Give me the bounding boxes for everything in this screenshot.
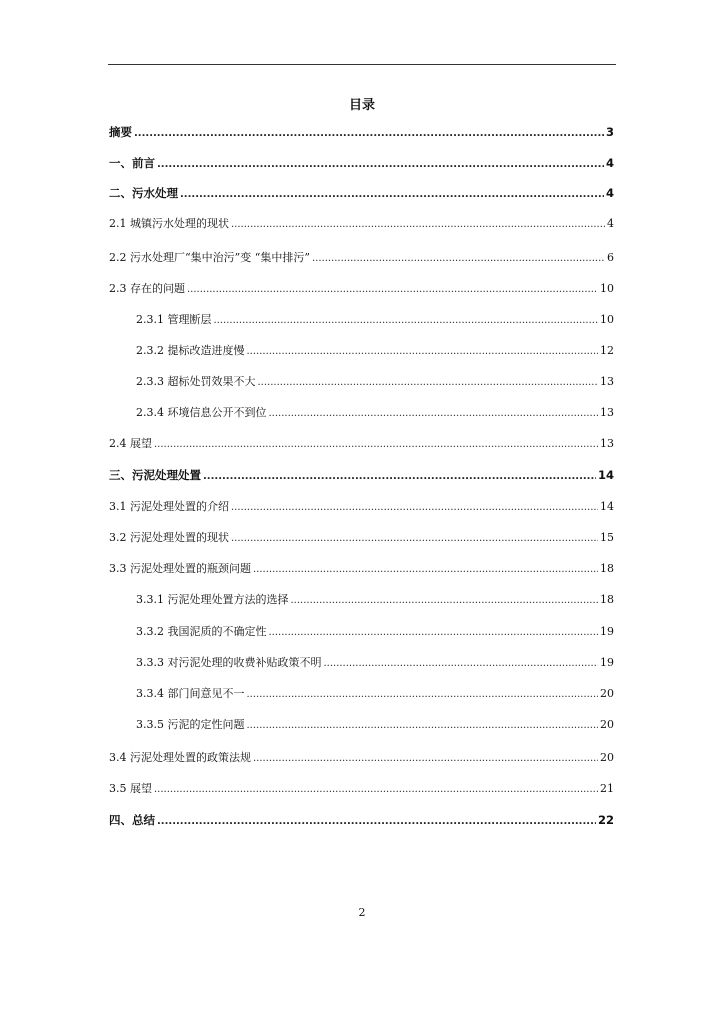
toc-entry-label: 2.3.1 管理断层 (136, 313, 212, 326)
toc-entry-label: 2.3.3 超标处罚效果不大 (136, 375, 256, 388)
toc-entry-sludge[interactable] (109, 468, 614, 484)
dot-leader (258, 375, 599, 390)
dot-leader (203, 468, 596, 484)
toc-entry-3-2[interactable] (109, 531, 614, 546)
toc-entry-label: 3.3 污泥处理处置的瓶颈问题 (109, 562, 251, 575)
toc-entry-2-3-2[interactable] (136, 344, 614, 359)
toc-entry-2-3-4[interactable] (136, 406, 614, 421)
dot-leader (180, 186, 604, 202)
toc-entry-page: 18 (600, 593, 614, 606)
toc-entry-label: 3.5 展望 (109, 782, 152, 795)
toc-entry-page: 19 (600, 625, 614, 638)
toc-entry-3-3-1[interactable] (136, 593, 614, 608)
toc-entry-label: 三、污泥处理处置 (109, 468, 201, 482)
toc-entry-label: 2.3.4 环境信息公开不到位 (136, 406, 267, 419)
toc-entry-sewage[interactable] (109, 186, 614, 202)
dot-leader (323, 656, 598, 671)
dot-leader (157, 156, 604, 172)
toc-entry-label: 二、污水处理 (109, 186, 178, 200)
dot-leader (134, 125, 604, 141)
dot-leader (247, 344, 599, 359)
toc-entry-page: 22 (597, 813, 614, 827)
toc-entry-2-4[interactable] (109, 437, 614, 452)
toc-entry-3-3-3[interactable] (136, 656, 614, 671)
toc-entry-2-3[interactable] (109, 282, 614, 297)
toc-entry-page: 18 (600, 562, 614, 575)
toc-entry-page: 13 (600, 375, 614, 388)
toc-entry-abstract[interactable] (109, 125, 614, 141)
toc-entry-page: 12 (600, 344, 614, 357)
toc-entry-label: 3.2 污泥处理处置的现状 (109, 531, 229, 544)
toc-entry-3-3-5[interactable] (136, 718, 614, 733)
dot-leader (154, 782, 598, 797)
toc-entry-label: 四、总结 (109, 813, 155, 827)
dot-leader (157, 813, 596, 829)
page-number: 2 (358, 906, 366, 919)
toc-entry-label: 一、前言 (109, 156, 155, 170)
toc-entry-3-1[interactable] (109, 500, 614, 515)
toc-entry-3-3-2[interactable] (136, 625, 614, 640)
toc-entry-3-3-4[interactable] (136, 687, 614, 702)
toc-entry-page: 21 (600, 782, 614, 795)
toc-entry-preface[interactable] (109, 156, 614, 172)
dot-leader (247, 718, 599, 733)
toc-entry-page: 4 (605, 156, 614, 170)
toc-entry-label: 3.4 污泥处理处置的政策法规 (109, 751, 251, 764)
toc-entry-page: 14 (597, 468, 614, 482)
toc-entry-page: 20 (600, 718, 614, 731)
dot-leader (231, 531, 598, 546)
toc-entry-3-3[interactable] (109, 562, 614, 577)
toc-entry-page: 20 (600, 751, 614, 764)
toc-entry-2-3-3[interactable] (136, 375, 614, 390)
toc-entry-label: 摘要 (109, 125, 132, 139)
dot-leader (312, 251, 605, 266)
toc-entry-label: 3.3.3 对污泥处理的收费补贴政策不明 (136, 656, 322, 669)
toc-entry-page: 20 (600, 687, 614, 700)
dot-leader (253, 751, 598, 766)
toc-entry-label: 3.1 污泥处理处置的介绍 (109, 500, 229, 513)
toc-entry-label: 3.3.1 污泥处理处置方法的选择 (136, 593, 289, 606)
toc-entry-page: 3 (605, 125, 614, 139)
dot-leader (247, 687, 599, 702)
toc-entry-3-5[interactable] (109, 782, 614, 797)
toc-entry-page: 4 (607, 217, 614, 230)
dot-leader (291, 593, 599, 608)
toc-entry-label: 3.3.5 污泥的定性问题 (136, 718, 245, 731)
dot-leader (231, 217, 605, 232)
dot-leader (154, 437, 598, 452)
toc-entry-label: 3.3.4 部门间意见不一 (136, 687, 245, 700)
toc-entry-page: 14 (600, 500, 614, 513)
dot-leader (231, 500, 598, 515)
toc-entry-2-3-1[interactable] (136, 313, 614, 328)
toc-entry-page: 13 (600, 406, 614, 419)
toc-entry-page: 6 (607, 251, 614, 264)
toc-entry-label: 2.1 城镇污水处理的现状 (109, 217, 229, 230)
toc-entry-label: 2.4 展望 (109, 437, 152, 450)
toc-title: 目录 (348, 98, 375, 113)
toc-entry-label: 2.2 污水处理厂“集中治污”变 “集中排污” (109, 251, 310, 264)
dot-leader (269, 625, 599, 640)
toc-entry-label: 2.3 存在的问题 (109, 282, 185, 295)
toc-entry-label: 2.3.2 提标改造进度慢 (136, 344, 245, 357)
toc-entry-conclusion[interactable] (109, 813, 614, 829)
dot-leader (214, 313, 599, 328)
toc-entry-page: 15 (600, 531, 614, 544)
toc-entry-2-1[interactable] (109, 217, 614, 232)
toc-entry-page: 10 (600, 313, 614, 326)
toc-entry-3-4[interactable] (109, 751, 614, 766)
dot-leader (253, 562, 598, 577)
toc-entry-label: 3.3.2 我国泥质的不确定性 (136, 625, 267, 638)
toc-entry-page: 10 (600, 282, 614, 295)
toc-entry-page: 4 (605, 186, 614, 200)
toc-entry-page: 19 (600, 656, 614, 669)
toc-entry-2-2[interactable] (109, 251, 614, 266)
toc-entry-page: 13 (600, 437, 614, 450)
dot-leader (187, 282, 598, 297)
dot-leader (269, 406, 599, 421)
